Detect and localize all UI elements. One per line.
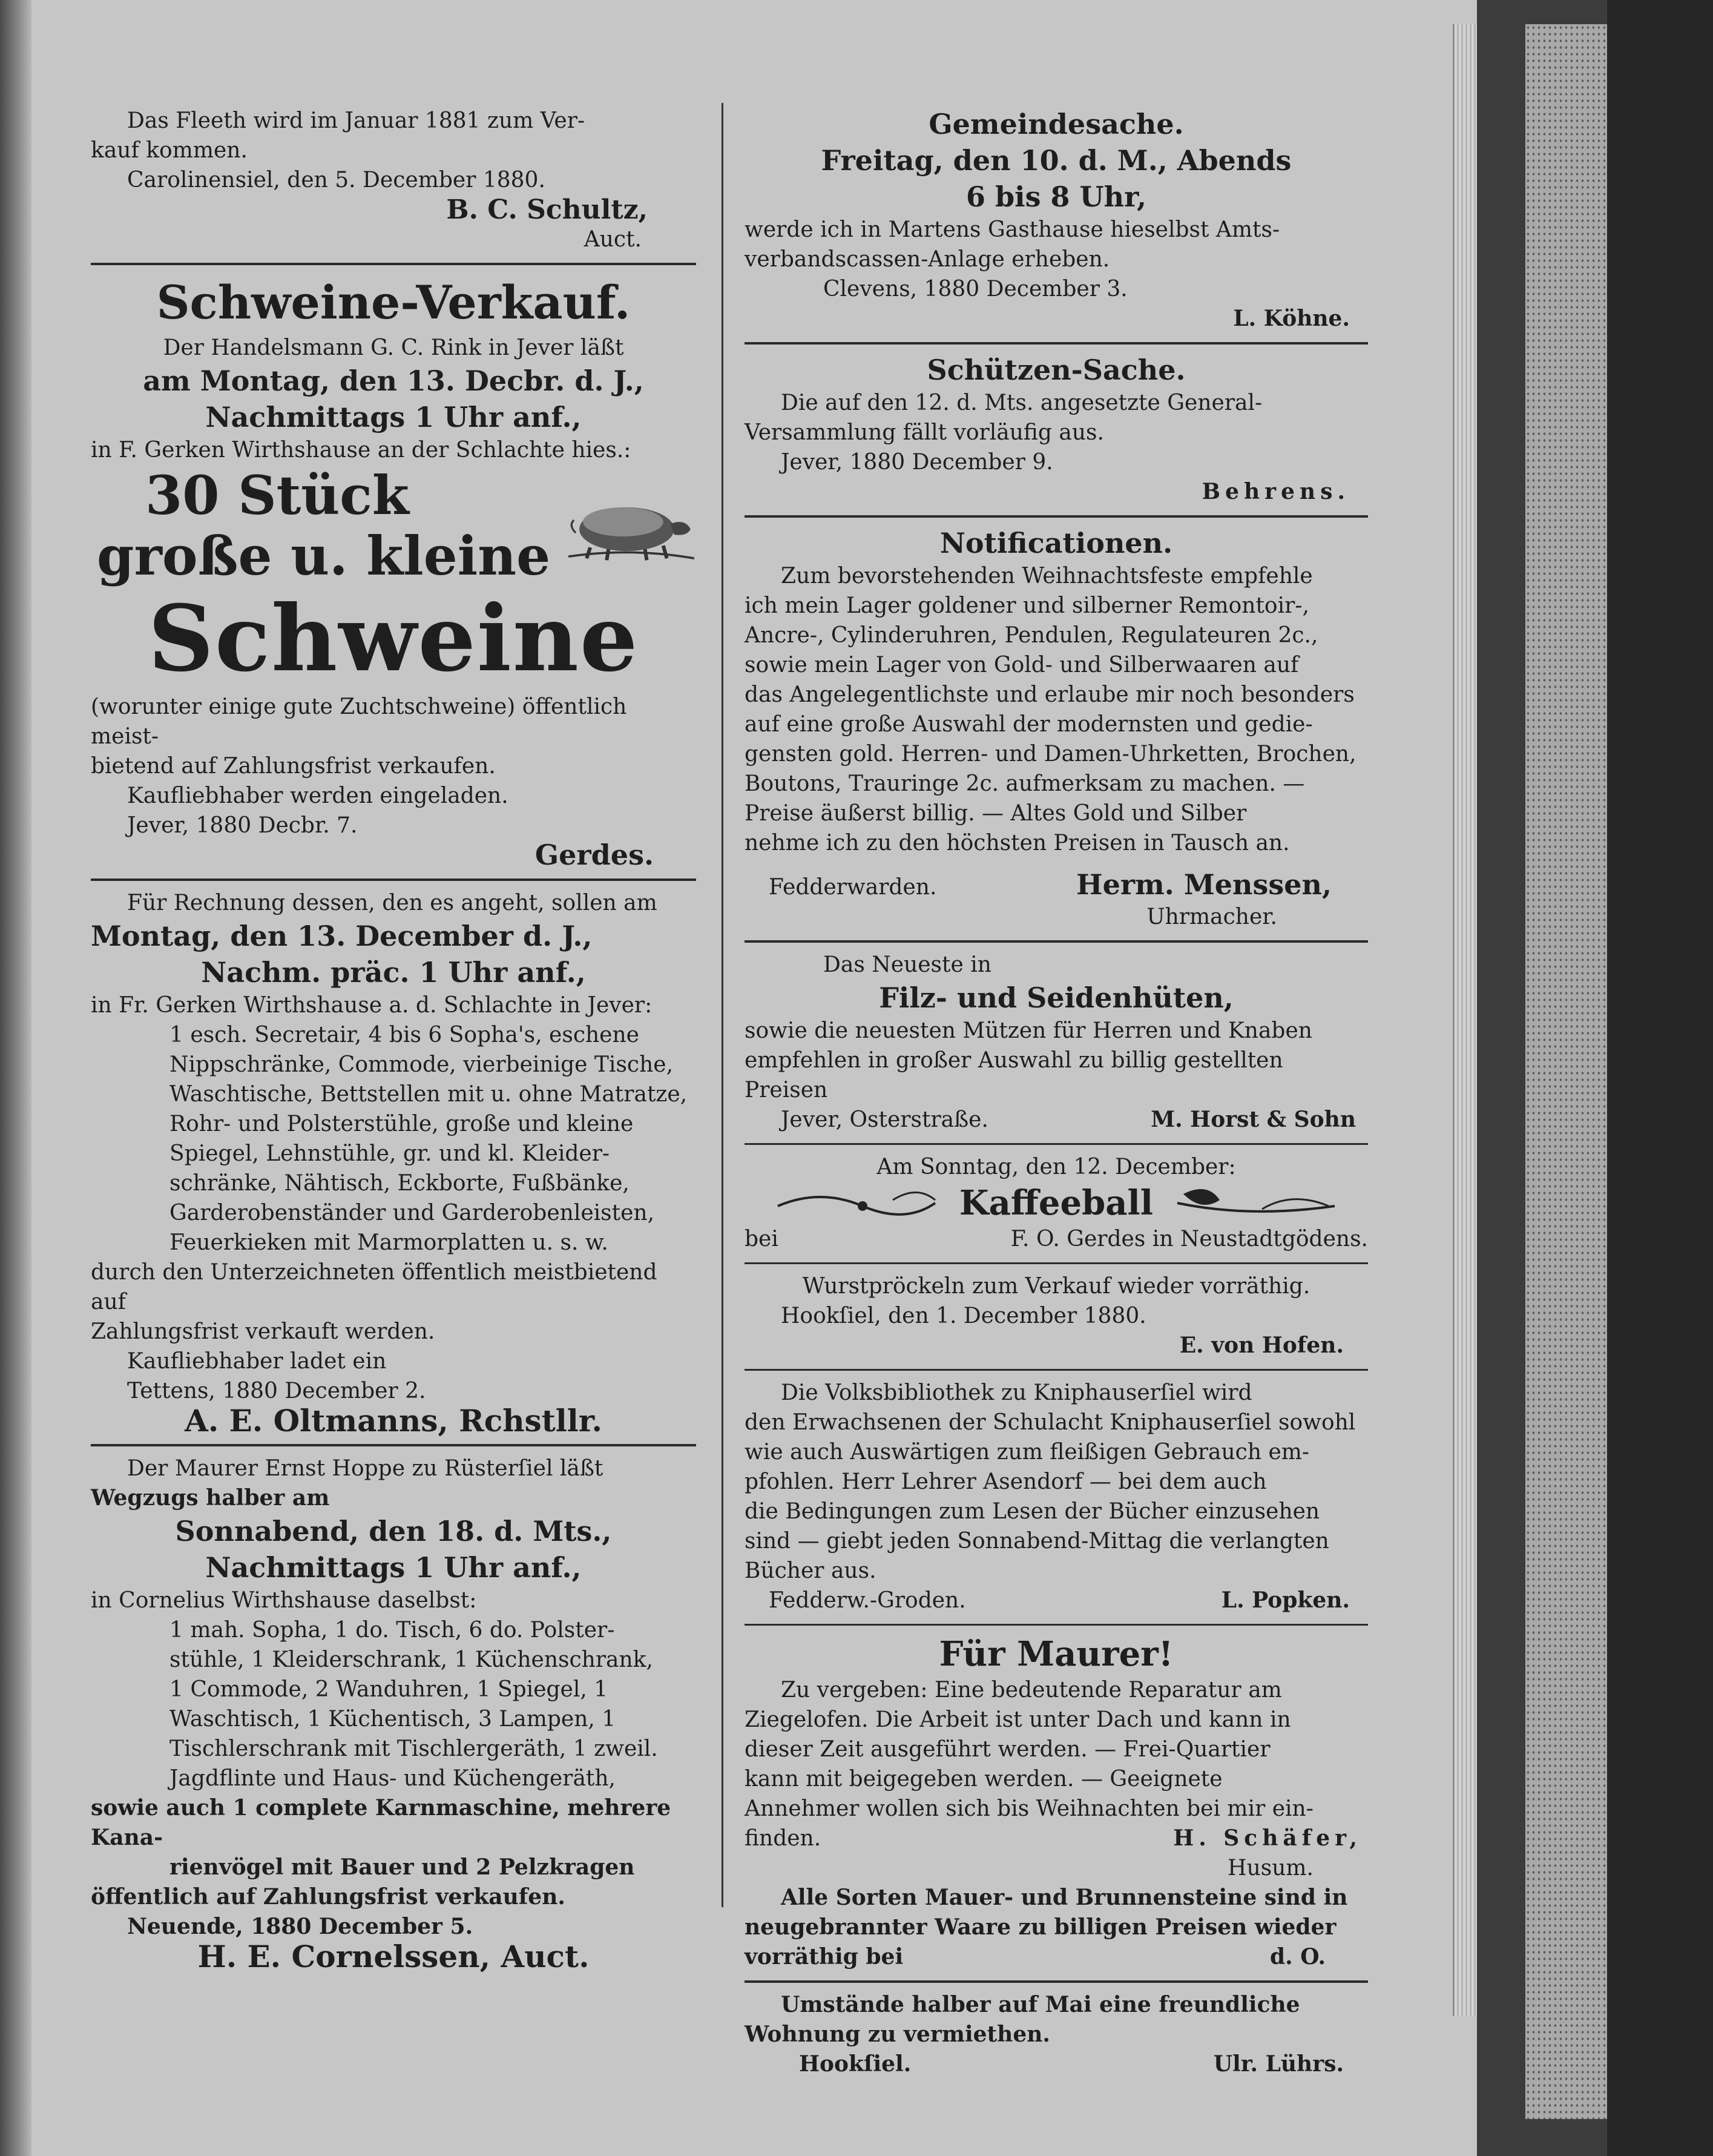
- left-column: [91, 106, 696, 1974]
- signature: Ulr. Lührs.: [1213, 2051, 1344, 2077]
- time-line: Nachmittags 1 Uhr anf.,: [205, 1551, 582, 1584]
- signature: Gerdes.: [534, 839, 654, 871]
- text-line: Zum bevorstehenden Weihnachtsfeste empfehle: [781, 564, 1313, 588]
- date-line: Sonnabend, den 18. d. Mts.,: [175, 1515, 612, 1548]
- signature: M. Horst & Sohn: [1151, 1107, 1356, 1132]
- text-line: pfohlen. Herr Lehrer Asendorf — bei dem auch: [745, 1469, 1267, 1494]
- big-headline: große u. kleine: [97, 524, 551, 587]
- right-column: [745, 106, 1368, 2079]
- ad-notificationen: [745, 525, 1368, 932]
- text-line: Das Fleeth wird im Januar 1881 zum Ver-: [127, 108, 585, 133]
- place-date: Clevens, 1880 December 3.: [823, 277, 1128, 302]
- list-item: Tischlerschrank mit Tischlergeräth, 1 zweil.: [169, 1736, 658, 1761]
- list-item: stühle, 1 Kleiderschrank, 1 Küchenschrank,: [169, 1647, 653, 1672]
- place-date: Jever, 1880 December 9.: [781, 450, 1053, 475]
- text-line: finden.: [745, 1826, 821, 1851]
- ad-heading: Filz- und Seidenhüten,: [879, 981, 1234, 1014]
- text-line: bei: [745, 1227, 778, 1251]
- ad-fleeth: [91, 106, 696, 254]
- text-line: Versammlung fällt vorläufig aus.: [745, 420, 1104, 445]
- list-item: Jagdflinte und Haus- und Küchengeräth,: [169, 1766, 616, 1791]
- section-rule: [91, 263, 696, 265]
- text-line: Kaufliebhaber ladet ein: [127, 1349, 387, 1374]
- signature: H. Schäfer,: [1173, 1825, 1362, 1851]
- ad-wohnung: [745, 1990, 1368, 2079]
- text-line: rienvögel mit Bauer und 2 Pelzkragen: [169, 1854, 635, 1880]
- big-headline: Schweine: [148, 585, 639, 692]
- place-line: in Fr. Gerken Wirthshause a. d. Schlachte in Jever:: [91, 993, 653, 1018]
- text-line: Umstände halber auf Mai eine freundliche: [781, 1992, 1300, 2017]
- signature: H. E. Cornelssen, Auct.: [197, 1939, 590, 1974]
- text-line: Wurstpröckeln zum Verkauf wieder vorräthig.: [802, 1274, 1310, 1299]
- text-line: werde ich in Martens Gasthause hieselbst Amts-: [745, 217, 1280, 242]
- text-line: neugebrannter Waare zu billigen Preisen wieder: [745, 1914, 1337, 1940]
- pig-feature: [91, 465, 696, 586]
- list-item: 1 Commode, 2 Wanduhren, 1 Spiegel, 1: [169, 1677, 608, 1702]
- place: Husum.: [1228, 1856, 1314, 1881]
- book-gutter: [0, 0, 31, 2156]
- list-item: Feuerkieken mit Marmorplatten u. s. w.: [169, 1230, 608, 1255]
- text-line: Bücher aus.: [745, 1558, 876, 1583]
- text-line: kauf kommen.: [91, 138, 248, 163]
- text-line: Annehmer wollen sich bis Weihnachten bei mir ein-: [745, 1796, 1314, 1821]
- text-line: Preisen: [745, 1078, 828, 1103]
- ad-heading: Schützen-Sache.: [927, 354, 1186, 386]
- ornament-left: [772, 1182, 941, 1224]
- text-line: das Angelegentlichste und erlaube mir noch besonders: [745, 682, 1355, 707]
- list-item: Rohr- und Polsterstühle, große und kleine: [169, 1112, 634, 1136]
- text-line: Zu vergeben: Eine bedeutende Reparatur am: [781, 1678, 1282, 1703]
- signature: d. O.: [1269, 1944, 1326, 1970]
- date-line: Freitag, den 10. d. M., Abends: [821, 144, 1292, 177]
- signature: L. Köhne.: [1233, 306, 1350, 331]
- text-line: sind — giebt jeden Sonnabend-Mittag die verlangten: [745, 1529, 1329, 1554]
- column-divider: [722, 103, 723, 1907]
- text-line: Der Handelsmann G. C. Rink in Jever läßt: [163, 335, 624, 360]
- ad-heading: Kaffeeball: [959, 1183, 1154, 1223]
- date-line: Montag, den 13. December d. J.,: [91, 920, 593, 952]
- book-cover-edge: [1525, 24, 1607, 2119]
- ad-wurst: [745, 1271, 1368, 1360]
- text-line: durch den Unterzeichneten öffentlich meistbietend auf: [91, 1260, 657, 1314]
- text-line: (worunter einige gute Zuchtschweine) öffentlich meist-: [91, 694, 627, 749]
- text-line: kann mit beigegeben werden. — Geeignete: [745, 1767, 1223, 1792]
- text-line: sowie mein Lager von Gold- und Silberwaaren auf: [745, 653, 1299, 677]
- ad-schweine: [91, 272, 696, 870]
- text-line: Am Sonntag, den 12. December:: [876, 1155, 1236, 1179]
- place-line: in F. Gerken Wirthshause an der Schlachte hies.:: [91, 438, 631, 463]
- time-line: Nachmittags 1 Uhr anf.,: [205, 401, 582, 434]
- ad-hueten: [745, 950, 1368, 1135]
- text-line: Wegzugs halber am: [91, 1485, 330, 1511]
- text-line: Kaufliebhaber werden eingeladen.: [127, 783, 508, 808]
- ad-heading: Gemeindesache.: [929, 108, 1184, 140]
- text-line: gensten gold. Herren- und Damen-Uhrketten, Brochen,: [745, 742, 1356, 766]
- section-rule: [745, 1369, 1368, 1371]
- page-edges: [1453, 24, 1477, 2016]
- text-line: vorräthig bei: [745, 1944, 904, 1970]
- text-line: bietend auf Zahlungsfrist verkaufen.: [91, 754, 496, 779]
- text-line: Das Neueste in: [823, 952, 991, 977]
- ad-schuetzen: [745, 352, 1368, 507]
- text-line: die Bedingungen zum Lesen der Bücher einzusehen: [745, 1499, 1320, 1524]
- text-line: dieser Zeit ausgeführt werden. — Frei-Quartier: [745, 1737, 1271, 1762]
- text-line: Ziegelofen. Die Arbeit ist unter Dach und kann in: [745, 1707, 1291, 1732]
- text-line: Ancre-, Cylinderuhren, Pendulen, Regulateuren 2c.,: [745, 623, 1318, 648]
- place: Fedderw.-Groden.: [769, 1588, 966, 1613]
- signature: Behrens.: [1202, 479, 1350, 504]
- text-line: Wohnung zu vermiethen.: [745, 2022, 1050, 2047]
- signature: L. Popken.: [1221, 1587, 1350, 1613]
- section-rule: [745, 1143, 1368, 1145]
- place: Jever, Osterstraße.: [781, 1107, 988, 1132]
- list-item: 1 mah. Sopha, 1 do. Tisch, 6 do. Polster-: [169, 1618, 615, 1643]
- place-date: Neuende, 1880 December 5.: [127, 1914, 473, 1939]
- date-line: am Montag, den 13. Decbr. d. J.,: [143, 364, 644, 397]
- text-line: ich mein Lager goldener und silberner Remontoir-,: [745, 593, 1309, 618]
- place-date: Jever, 1880 Decbr. 7.: [127, 813, 358, 838]
- ad-heading: Schweine-Verkauf.: [156, 275, 631, 329]
- section-rule: [745, 342, 1368, 344]
- section-rule: [745, 940, 1368, 943]
- text-line: wie auch Auswärtigen zum fleißigen Gebrauch em-: [745, 1440, 1310, 1465]
- signature: F. O. Gerdes in Neustadtgödens.: [1010, 1227, 1368, 1251]
- section-rule: [745, 515, 1368, 518]
- list-item: Garderobenständer und Garderobenleisten,: [169, 1201, 655, 1225]
- list-item: Spiegel, Lehnstühle, gr. und kl. Kleider-: [169, 1141, 610, 1166]
- section-rule: [745, 1624, 1368, 1626]
- section-rule: [91, 879, 696, 881]
- list-item: schränke, Nähtisch, Eckborte, Fußbänke,: [169, 1171, 630, 1196]
- text-line: Preise äußerst billig. — Altes Gold und Silber: [745, 801, 1247, 826]
- time-line: Nachm. präc. 1 Uhr anf.,: [201, 956, 586, 989]
- place-date: Carolinensiel, den 5. December 1880.: [127, 168, 545, 193]
- ad-gemeinde: [745, 106, 1368, 334]
- signature: B. C. Schultz,: [446, 194, 648, 225]
- text-line: empfehlen in großer Auswahl zu billig gestellten: [745, 1048, 1283, 1073]
- signer-role: Uhrmacher.: [1146, 905, 1277, 929]
- text-line: Die Volksbibliothek zu Kniphauserſiel wird: [781, 1380, 1252, 1405]
- time-line: 6 bis 8 Uhr,: [965, 180, 1147, 213]
- ad-cornelssen: [91, 1454, 696, 1974]
- place-date: Tettens, 1880 December 2.: [127, 1379, 426, 1403]
- text-line: nehme ich zu den höchsten Preisen in Tausch an.: [745, 831, 1290, 855]
- signer-role: Auct.: [584, 227, 642, 252]
- text-line: sowie auch 1 complete Karnmaschine, mehrere Kana-: [91, 1795, 671, 1850]
- section-rule: [745, 1262, 1368, 1264]
- pig-illustration: [565, 465, 696, 586]
- ornament-right: [1171, 1182, 1341, 1224]
- ad-maurer: [745, 1633, 1368, 1972]
- text-line: den Erwachsenen der Schulacht Kniphauserſiel sowohl: [745, 1410, 1356, 1435]
- ad-kaffeeball: [745, 1152, 1368, 1254]
- place: Hookſiel.: [799, 2051, 912, 2077]
- place-line: in Cornelius Wirthshause daselbst:: [91, 1588, 477, 1613]
- place: Fedderwarden.: [769, 875, 937, 900]
- list-item: Waschtische, Bettstellen mit u. ohne Matratze,: [169, 1082, 688, 1107]
- text-line: Die auf den 12. d. Mts. angesetzte General-: [781, 391, 1263, 415]
- text-line: sowie die neuesten Mützen für Herren und Knaben: [745, 1018, 1312, 1043]
- signature: Herm. Menssen,: [1076, 868, 1332, 901]
- section-rule: [91, 1444, 696, 1446]
- background: [1607, 0, 1713, 2156]
- ad-heading: Notificationen.: [939, 527, 1173, 559]
- list-item: Nippschränke, Commode, vierbeinige Tische,: [169, 1052, 674, 1077]
- text-line: auf eine große Auswahl der modernsten und gedie-: [745, 712, 1313, 737]
- text-line: Der Maurer Ernst Hoppe zu Rüsterſiel läßt: [127, 1456, 603, 1481]
- text-line: verbandscassen-Anlage erheben.: [745, 247, 1110, 272]
- place-date: Hookſiel, den 1. December 1880.: [781, 1304, 1146, 1328]
- ad-bibliothek: [745, 1378, 1368, 1615]
- text-line: Für Rechnung dessen, den es angeht, sollen am: [127, 891, 657, 915]
- signature: E. von Hofen.: [1179, 1333, 1344, 1358]
- big-headline: 30 Stück: [145, 464, 409, 527]
- text-line: Zahlungsfrist verkauft werden.: [91, 1319, 435, 1344]
- list-item: 1 esch. Secretair, 4 bis 6 Sopha's, eschene: [169, 1023, 639, 1047]
- ad-oltmanns: [91, 888, 696, 1439]
- text-line: öffentlich auf Zahlungsfrist verkaufen.: [91, 1884, 565, 1910]
- list-item: Waschtisch, 1 Küchentisch, 3 Lampen, 1: [169, 1707, 616, 1732]
- text-line: Boutons, Trauringe 2c. aufmerksam zu machen. —: [745, 771, 1305, 796]
- signature: A. E. Oltmanns, Rchstllr.: [185, 1403, 602, 1439]
- ad-heading: Für Maurer!: [939, 1634, 1174, 1674]
- text-line: Alle Sorten Mauer- und Brunnensteine sind in: [781, 1885, 1348, 1910]
- section-rule: [745, 1980, 1368, 1983]
